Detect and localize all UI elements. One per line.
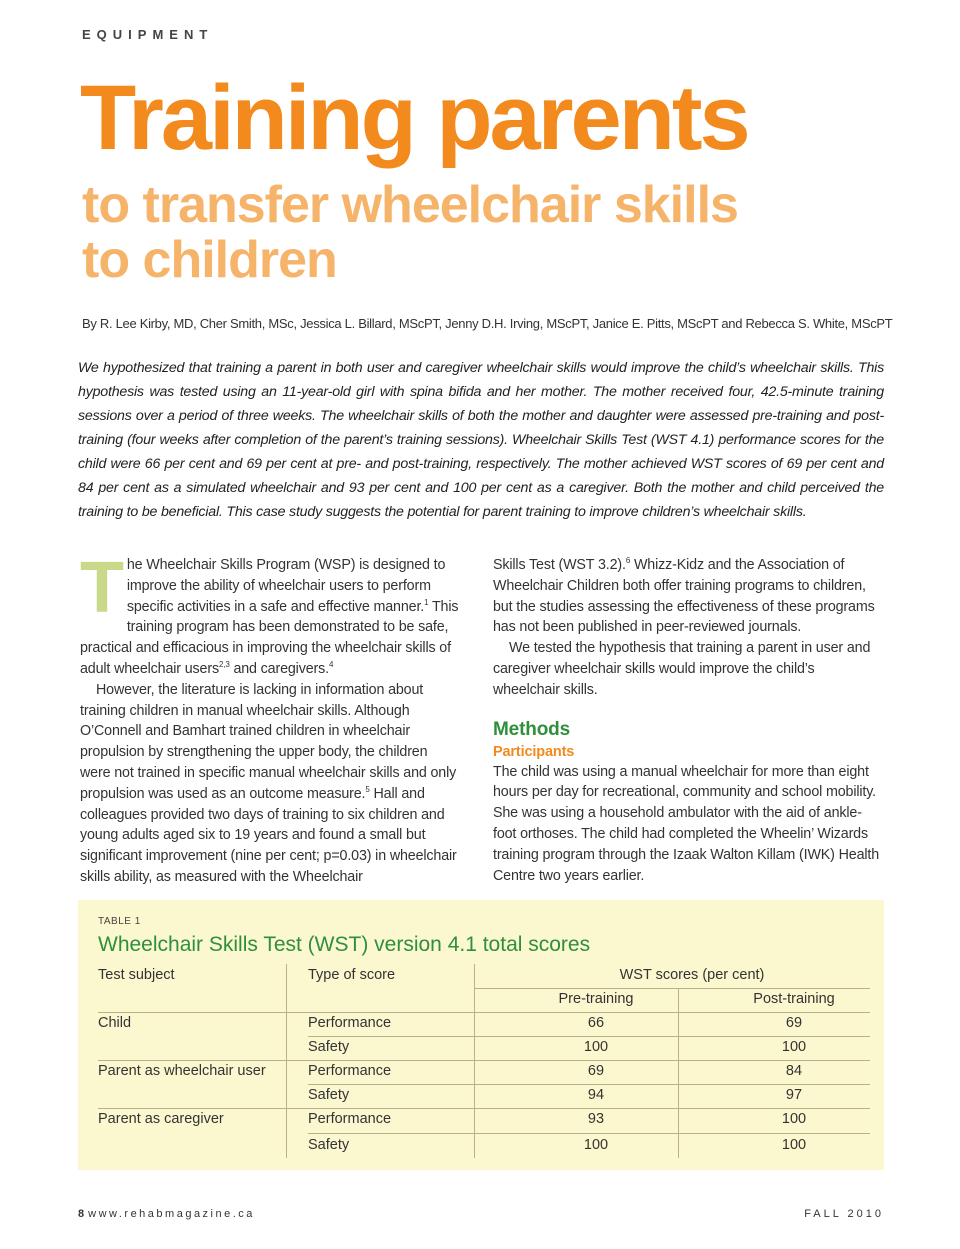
table-row: Parent as wheelchair user Performance 69 84	[98, 1063, 803, 1079]
table-subheader-row	[98, 988, 870, 1012]
paragraph-literature: However, the literature is lacking in information about training children in manual wheelchair skills. Although O’Connell and Bamhart trained children in wheelchair propulsion by strengthening the upper body, the children were not trained in specific manual wheelchair skills and only propulsion was used as an outcome measure.$^5$ Hall and colleagues provided two days of training to six children and young adults aged six to 19 years and found a small but significant improvement (nine per cent; p=0.03) in wheelchair skills ability, as measured with the Wheelchair	[80, 681, 457, 885]
reference: 4	[328, 660, 334, 670]
reference: 1	[424, 597, 429, 607]
methods-heading: Methods	[493, 718, 571, 740]
table-title: Wheelchair Skills Test (WST) version 4.1 total scores	[98, 933, 591, 956]
article-title: Training parents	[80, 67, 748, 169]
body-column-left	[80, 548, 460, 888]
header-test-subject: Test subject	[98, 967, 175, 983]
section-label: EQUIPMENT	[82, 27, 214, 42]
paragraph-intro: The Wheelchair Skills Program (WSP) is designed to improve the ability of wheelchair users to perform specific activities in a safe and effective manner.$^1$ This training program has been demonstrated to be safe, practical and efficacious in improving the wheelchair skills of adult wheelchair users$^{2,3}$ and caregivers.$^4$	[80, 548, 459, 677]
results-table	[78, 900, 884, 1170]
header-type-of-score: Type of score	[308, 967, 396, 983]
reference: 2,3	[218, 660, 230, 670]
body-column-right	[493, 555, 885, 886]
table-header-row	[98, 964, 870, 988]
column-divider	[286, 964, 287, 1158]
participants-heading: Participants	[493, 743, 575, 760]
subtitle-line-2: to children	[82, 231, 337, 289]
header-post-training: Post-training	[753, 991, 835, 1007]
article-subtitle	[82, 178, 738, 288]
table-row: Parent as caregiver Performance 93 100	[98, 1111, 807, 1127]
table-row: Safety 100 100	[308, 1039, 807, 1055]
subtitle-line-1: to transfer wheelchair skills	[82, 176, 738, 234]
page-number: 8	[78, 1208, 85, 1220]
abstract: We hypothesized that training a parent in both user and caregiver wheelchair skills would improve the child’s wheelchair skills. This hypothesis was tested using an 11-year-old girl with spina bifida and her mother. The mother received four, 42.5-minute training sessions over a period of three weeks. The wheelchair skills of both the mother and daughter were assessed pre-training and post-training (four weeks after completion of the parent’s training sessions). Wheelchair Skills Test (WST 4.1) performance scores for the child were 66 per cent and 69 per cent at pre- and post-training, respectively. The mother achieved WST scores of 69 per cent and 84 per cent as a simulated wheelchair and 93 per cent and 100 per cent as a caregiver. Both the mother and child perceived the training to be beneficial. This case study suggests the potential for parent training to improve children’s wheelchair skills.	[78, 360, 884, 520]
table-row: Child Performance 66 69	[98, 1015, 803, 1031]
paragraph-hypothesis: We tested the hypothesis that training a parent in user and caregiver wheelchair skills would improve the child’s wheelchair skills.	[493, 640, 871, 698]
header-wst-scores: WST scores (per cent)	[619, 967, 765, 983]
column-divider	[678, 988, 679, 1158]
drop-cap: T	[80, 548, 124, 628]
reference: 5	[365, 785, 370, 794]
footer-left	[78, 1208, 255, 1220]
table-row: Safety 94 97	[308, 1087, 803, 1103]
issue-label: FALL 2010	[804, 1208, 884, 1220]
reference: 6	[625, 556, 631, 566]
website-link[interactable]: www.rehabmagazine.ca	[88, 1208, 255, 1220]
table-row: Safety 100 100	[308, 1137, 807, 1153]
paragraph-continued: Skills Test (WST 3.2).$^6$ Whizz-Kidz and the Association of Wheelchair Children both offer training programs to children, but the studies assessing the effectiveness of these programs has not been published in peer-reviewed journals.	[493, 556, 875, 636]
header-pre-training: Pre-training	[558, 991, 634, 1007]
author-byline: By R. Lee Kirby, MD, Cher Smith, MSc, Jessica L. Billard, MScPT, Jenny D.H. Irving, MScPT, Janice E. Pitts, MScPT and Rebecca S. White, MScPT	[82, 316, 893, 331]
paragraph-participants: The child was using a manual wheelchair for more than eight hours per day for recreational, community and school mobility. She was using a household ambulator with the aid of ankle-foot orthoses. The child had completed the Wheelin’ Wizards training program through the Izaak Walton Killam (IWK) Health Centre two years earlier.	[493, 763, 880, 884]
column-divider	[474, 964, 475, 1158]
table-label: TABLE 1	[98, 916, 141, 927]
